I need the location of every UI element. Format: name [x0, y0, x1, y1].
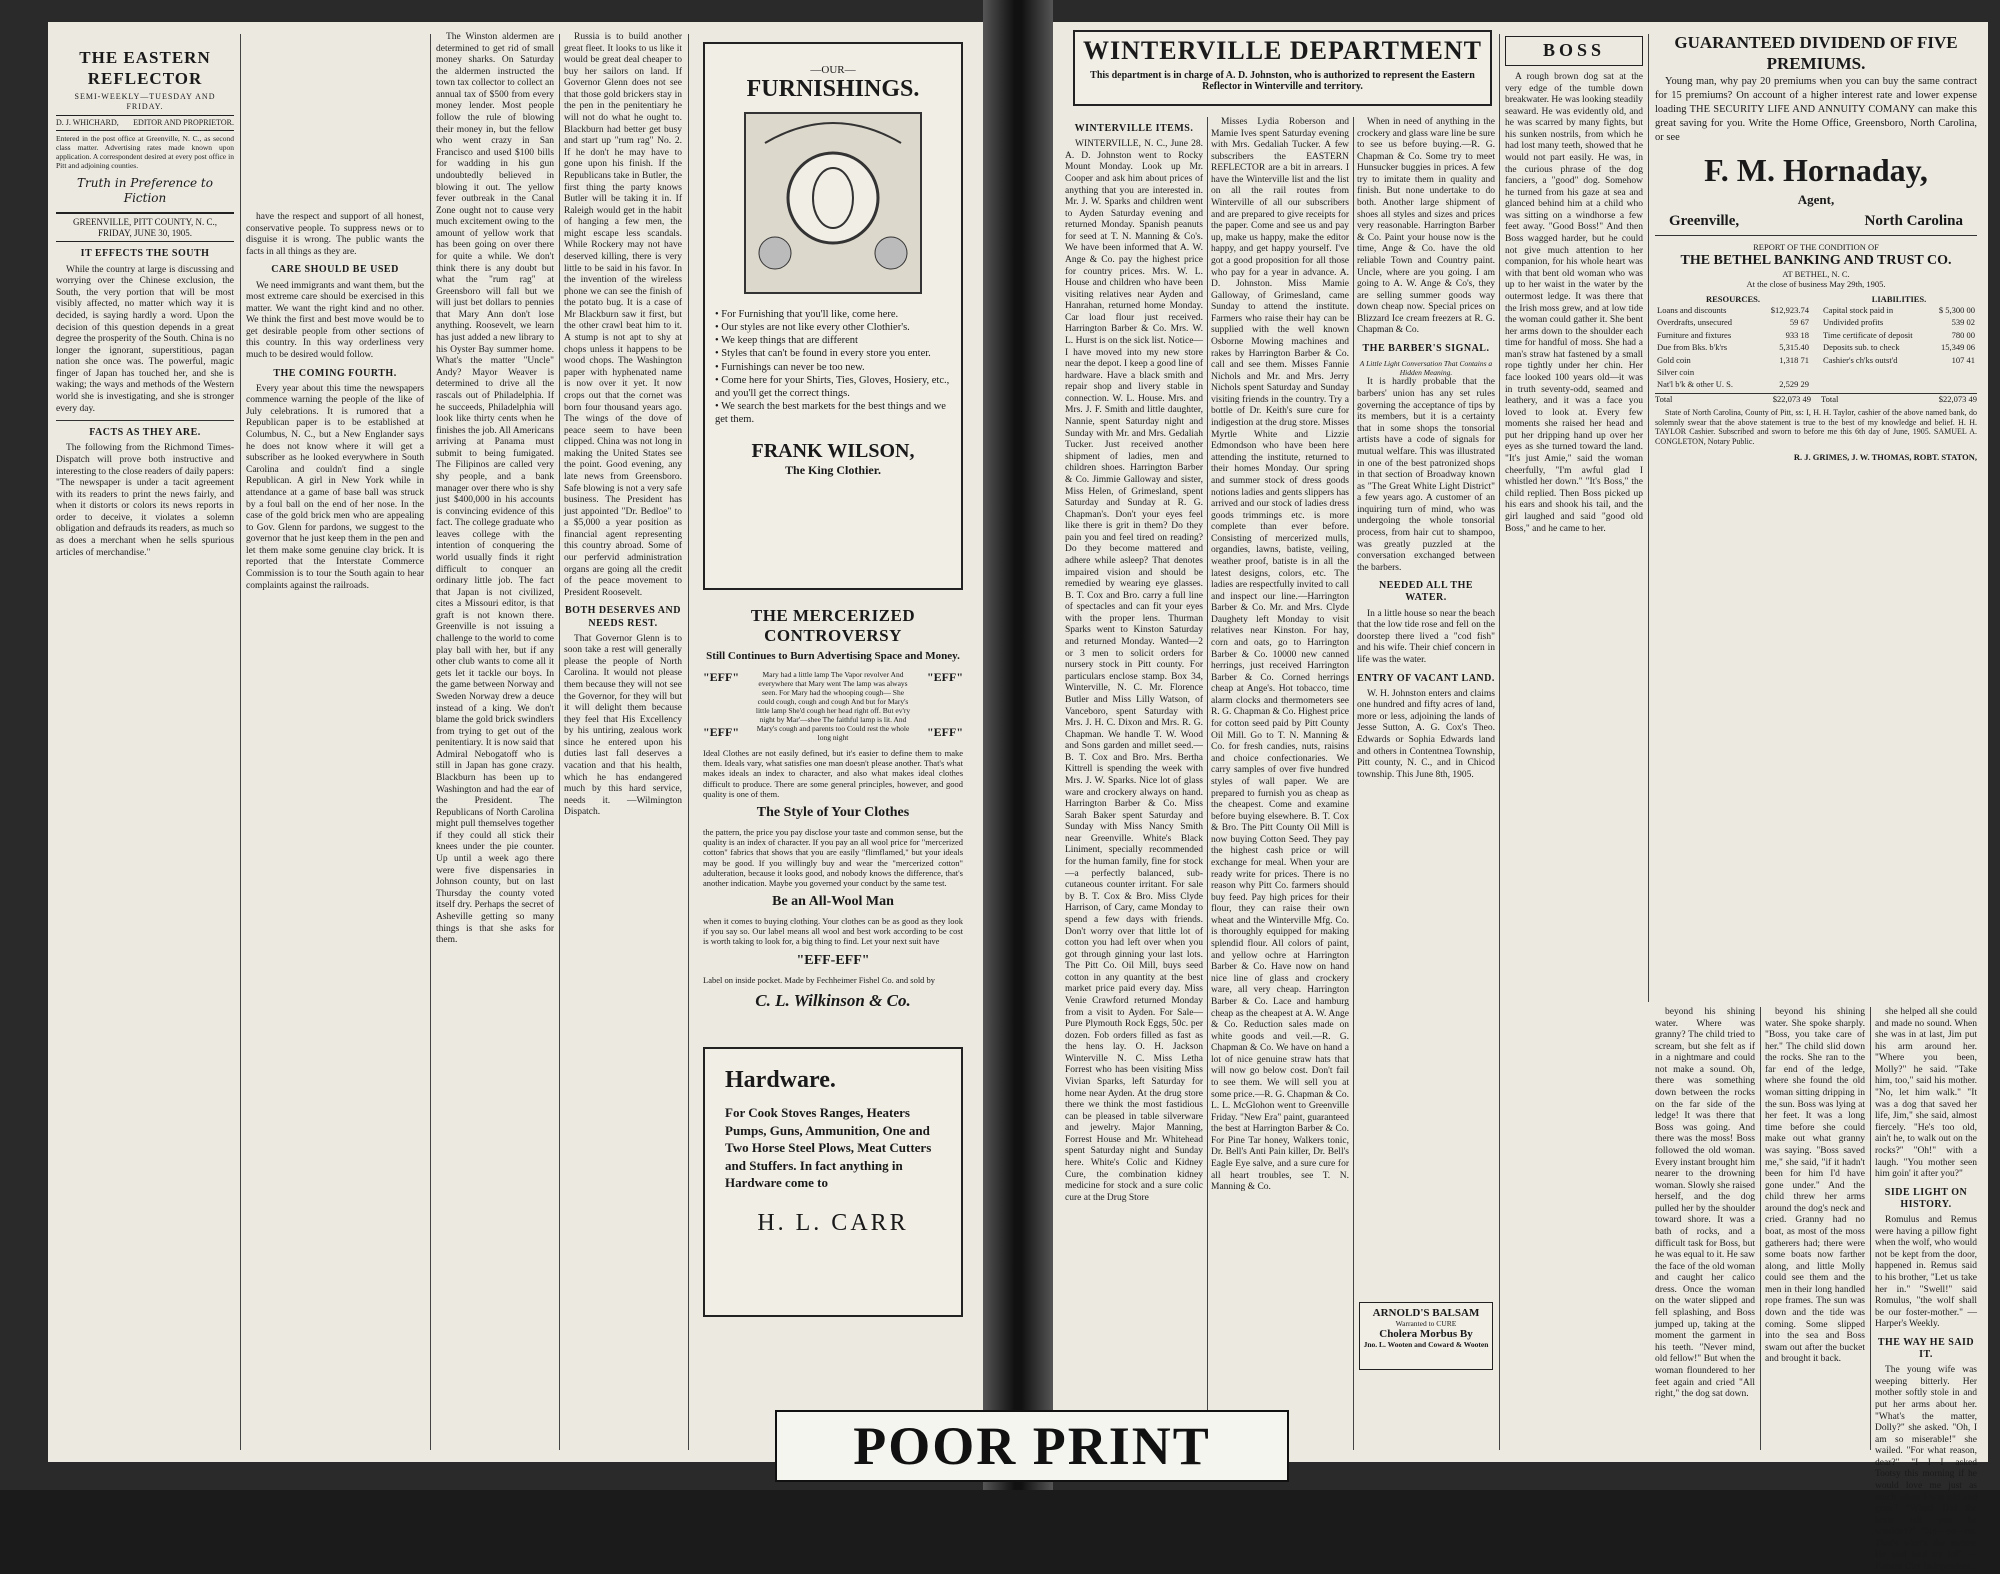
column-divider	[1870, 1007, 1871, 1450]
ad-bullet-list	[705, 308, 961, 426]
ad-heading: The Style of Your Clothes	[756, 804, 910, 820]
total-resources: $22,073 49	[1772, 393, 1811, 404]
bank-place: AT BETHEL, N. C.	[1782, 268, 1850, 279]
statement-item: Silver coin	[1657, 366, 1695, 377]
winterville-header	[1073, 30, 1492, 106]
article-heading: BOTH DESERVES AND NEEDS REST.	[565, 605, 681, 629]
ad-subtitle: Still Continues to Burn Advertising Space and Money.	[706, 650, 960, 662]
statement-row	[1821, 304, 1977, 316]
article-body: Romulus and Remus were having a pillow fight when the wolf, who would not be kept from the door, happened in. Remus said to his brother, "Let us take her in." "Swell!" said Romulus, "the wolf shall be our foster-mother." —Harper's Weekly.	[1875, 1215, 1977, 1330]
statement-amount: 780 00	[1951, 329, 1975, 340]
statement-row	[1821, 341, 1977, 353]
column-divider	[1207, 117, 1208, 1450]
article-heading: WINTERVILLE ITEMS.	[1074, 123, 1194, 134]
article-body: Misses Lydia Roberson and Mamie Ives spent Saturday evening with Mrs. Gedaliah Tucker. A few subscribers the EASTERN REFLECTOR are a bit in arrears. I have the Winterville list and the list on all the rail routes from Winterville of all our subscribers and are prepared to give receipts for the paper. Come and see us and pay up, make us happy, make the editor happy, and get happy yourself. I've got a good proposition for all those who pay for a year in advance. A. D. Johnston. Miss Mamie Galloway, of Grimesland, came Sunday to attend the institute. Farmers who raise their hay can be supplied with the well known Osborne Mowing machines and rakes by Harrington Barber & Co. call and see them. Misses Fannie Nichols and Mr. and Mrs. Jerry Nichols spent Saturday and Sunday visiting friends in the country. Try a bottle of Dr. Keith's sure cure for indigestion at the drug store. Misses Myrtle White and Lizzie Edmondson who have been here attending the institute, returned to their homes Monday. Our spring and summer stock of dress goods notions ladies and gents slippers has arrived and our stock of ladies dress goods trimmings etc. is more complete than ever before. Consisting of mercerized mulls, organdies, lawns, batiste, veiling, weather proof, batiste is in all the latest designs, colors, etc. The ladies are respectfully invited to call and inspect our line.—Harrington Barber & Co. Mr. and Mrs. Clyde Daughety left Monday to visit relatives near Kinston. For hay, corn and oats, go to Harrington Barber & Co. 10000 new canned herrings, just received Harrington Barber & Co. Corned herrings cheap at Ange's. Hot tobacco, time alarm clocks and thermometers see R. G. Chapman & Co. Highest price for cotton seed paid by Pitt County Oil Mill. Go to T. N. Manning & Co. for fresh candies, nuts, raisins and choice confectionaries. We carry samples of over five hundred styles of wall paper. We are prepared to furnish you as cheap as the cheapest. Come and examine before buying elsewhere. B. T. Cox & Bro. The Pitt County Oil Mill is now buying Cotton Seed. They pay the highest cash price or will exchange for meal. When your are ready write for prices. There is no reason why Pitt Co. farmers should buy feed. Pay high prices for their flour, they can raise their own wheat and the Winterville Mfg. Co. is thoroughly equipped for making splendid flour. All colors of paint, and yellow ochre at Harrington Barber & Co. Have now on hand nice line of glass and crockery ware, all very cheap. Harrington Barber & Co. Lace and hamburg cheap as the cheapest at A. W. Ange & Co. Reduction sales made on white goods and veil.—R. G. Chapman & Co. We have on hand a lot of nice genuine straw hats that will now go below cost. Don't fail to see them. We will sell you at some price.—R. G. Chapman & Co. L. L. McGlohon went to Greenville Friday. "New Era" paint, guaranteed the best at Harrington Barber & Co. For Pine Tar honey, Walkers tonic, Dr. Bell's Anti Pain killer, Dr. Bell's Eagle Eye salve, and a sure cure for all heart troubles, see T. N. Manning & Co.	[1211, 117, 1349, 1193]
ad-body: when it comes to buying clothing. Your clothes can be as good as they look if you say so. Our label means all wool and best work according to be cost is worth taking to look for, a big thing to find. Let your next suit have	[703, 916, 963, 947]
story-body: beyond his shining water. She spoke sharply. "Boss, you take care of her." The child slid down the rocks. She ran to the far end of the ledge, where she found the old woman sitting dripping in the sun. Boss was lying at her feet. It was a long time before she could make out what granny was saying. "Boss saved me," she said, "if it hadn't been for him I'd have gone under." And the child threw her arms around the dog's neck and cried. Granny had no boat, as most of the moss gatherers had; there were some boats now farther along, and little Molly could see them and the men in their long handled rope frames. The sun was down and the tide was coming. Some slipped into the sea and Boss swam out after the bucket and brought it back.	[1765, 1007, 1865, 1365]
article-body: Every year about this time the newspapers commence warning the people of the like of July celebrations. It is rumored that a Republican paper is to be established at Columbus, N. C., but a New Englander says he does not know where it will get a subscriber as he looked everywhere in South Carolina and couldn't find a single Republican. A girl in New York while in attendance at a game of base ball was struck by a foul ball on the end of her nose. In the case of the gold brick men who are appealing to Gov. Glenn for pardons, we suggest to the governor that he just keep them in the pen and let them make some genuine clay brick. It is reported that the Interstate Commerce Commission is to tour the South again to hear complaints against the railroads.	[246, 383, 424, 591]
statement-item: Deposits sub. to check	[1823, 342, 1900, 353]
statement-amount: 59 67	[1789, 317, 1809, 328]
article-body: In a little house so near the beach that the low tide rose and fell on the doorstep there lived a "cod fish" and his wife. Their chief concern in life was the water.	[1357, 608, 1495, 665]
insurance-heading: GUARANTEED DIVIDEND OF FIVE PREMIUMS.	[1674, 33, 1958, 74]
column-divider	[1648, 34, 1649, 1002]
resources-table	[1655, 304, 1811, 391]
dateline: GREENVILLE, PITT COUNTY, N. C., FRIDAY, JUNE 30, 1905.	[56, 212, 234, 243]
ad-poem: Mary had a little lamp The Vapor revolver And everywhere that Mary went The lamp was always seen. For Mary had the whooping cough— She could cough, cough and cough And but for Mary's little lamp She'd cough her head right off. But ev'ry night by Mar'—shee The faithful lamp is lit. And Mary's cough and parents too Could rest the whole long night	[755, 670, 911, 742]
statement-item: Due from Bks. b'k'rs	[1657, 342, 1728, 353]
ad-body: Ideal Clothes are not easily defined, but it's easier to define them to make them. Ideals vary, what satisfies one man doesn't please another. That's what makes ideals an index to character, and also what makes ideal clothes difficult to produce. There are some general principles, however, and good quality is one of them.	[703, 748, 963, 799]
story-body: beyond his shining water. Where was granny? The child tried to scream, but she felt as if in a nightmare and could not make a sound. Oh, there was something down between the rocks on the far side of the ledge! It was there that Boss was going. And there was the moss! Boss followed the old woman. Every instant brought him nearer to the drowning woman. Slowly she raised herself, and the dog pulled her by the shoulder toward shore. It was a bath of rocks, and a difficult task for Boss, but he was equal to it. He saw the face of the old woman and caught her calico dress. Once the woman on the water slipped and fell splashing, and Boss jumped up, taking at the moment the garment in his teeth. "Never mind, old fellow!" But when the woman floundered to her feet again and cried "All right," the dog sat down.	[1655, 1007, 1755, 1400]
right-column-2	[1211, 117, 1349, 1452]
article-heading: NEEDED ALL THE WATER.	[1378, 580, 1474, 604]
agent-name: F. M. Hornaday,	[1704, 152, 1928, 189]
article-heading: ENTRY OF VACANT LAND.	[1357, 672, 1495, 684]
article-heading: CARE SHOULD BE USED	[271, 264, 399, 276]
total-label: Total	[1821, 393, 1839, 404]
ad-sellers: Jno. L. Wooten and Coward & Wooten	[1363, 1340, 1489, 1349]
article-heading: THE WAY HE SAID IT.	[1877, 1336, 1975, 1361]
article-body: That Governor Glenn is to soon take a rest will generally please the people of North Carolina. It would not please them because they will not see the Governor, for they will but it will delight them because they feel that His Excellency by his untiring, zealous work since he entered upon his duties last fall deserves a vacation and that his health, which he has endangered much by this hard service, needs it. —Wilmington Dispatch.	[564, 633, 682, 818]
left-column-3	[436, 32, 554, 1452]
masthead-subtitle: SEMI-WEEKLY—TUESDAY AND FRIDAY.	[74, 92, 216, 112]
winterville-title: WINTERVILLE DEPARTMENT	[1083, 36, 1482, 65]
page-gutter	[983, 0, 1053, 1490]
ad-body: For Cook Stoves Ranges, Heaters Pumps, Guns, Ammunition, One and Two Horse Steel Plows, Meat Cutters and Stuffers. In fact anything in Hardware come to	[725, 1105, 932, 1191]
bank-attestation: State of North Carolina, County of Pitt, ss: I, H. H. Taylor, cashier of the above named bank, do solemnly swear that the above statement is true to the best of my knowledge and belief. H. H. TAYLOR Cashier. Subscribed and sworn to before me this 6th day of June, 1905. SAMUEL A. CONGLETON, Notary Public.	[1655, 407, 1977, 447]
masthead-title: THE EASTERN REFLECTOR	[79, 48, 211, 88]
statement-amount: 539 02	[1951, 317, 1975, 328]
article-body: WINTERVILLE, N. C., June 28. A. D. Johnston went to Rocky Mount Monday. Look up Mr. Cooper and ask him about prices of anything that you are interested in. Mr. J. W. Sparks and children went to Ayden Saturday evening and returned Monday. Spanish peanuts for seed at T. N. Manning & Co's. We have been informed that A. W. Ange & Co. pay the highest price for country prices. Mrs. W. L. House and children who have been visiting relatives near Ayden and Hanrahan, returned home Monday. Car load flour just received. Harrington Barber & Co. Mrs. W. L. Hurst is on the sick list. Notice—I have moved into my new store near the depot. I keep a good line of hardware. Have a black smith and repair shop and livery stable in connection. W. L. House. Mrs. and Mrs. J. F. Smith and little daughter, Nannie, spent Saturday night and Sunday with Mr. and Mrs. Gedaliah Tucker. Just received another shipment of ladies, men and children shoes. Harrington Barber & Co. Jimmie Galloway and sister, Miss Helen, of Grimesland, spent Saturday and Sunday at R. G. Chapman's. Don't your eyes feel like there is grit in them? Do they pain you and feel tired on reading? Do they become mattered and adhere while asleep? That denotes impaired vision and should be remedied by wearing eye glasses. B. T. Cox and Bro. carry a full line of spectacles and can fit your eyes with the proper lens. Thurman Sparks went to Kinston Saturday and returned Monday. Wanted—2 or 3 men to solicit orders for nursery stock in Pitt county. For particulars enclose stamp. Box 34, Winterville, N. C. Mr. Florence Butler and Miss Lilly Watson, of Vanceboro, spent Saturday with Mrs. J. H. C. Dixon and Mrs. R. G. Chapman. We handle T. W. Wood and Sons garden and millet seed.—B. T. Cox and Bro. Mrs. Bertha Kittrell is spending the week with Mrs. J. W. Sparks. Nice lot of glass ware and crockery always on hand. Harrington Barber & Co. Miss Sarah Baker spent Saturday and Sunday with Miss Nancy Smith near Greenville. White's Black Liniment, specially recommended for the human family, fine for stock—a perfectly balanced, sub-cutaneous counter irritant. For sale by B. T. Cox & Bro. Miss Clyde Harrison, of Cary, came Monday to spend a few days with friends. Don't worry over that little lot of cotton you had left over when you got through ginning your last lots. The Pitt Co. Oil Mill, buys seed cotton in any quantity at the best market price paid every day. Miss Venie Crawford returned Monday from a visit to Ayden. For Sale—Pure Plymouth Rock Eggs, 50c. per dozen. Fob orders filled as fast as the hens lay. O. H. Jackson Winterville N. C. Miss Letha Forrest who has been visiting Miss Vivian Sparks, left Saturday for home near Ayden. At the drug store there we think the most fastidious can be pleased in table silverware and jewelry. Major Manning, Forrest House and Mr. Whitehead spent Saturday night and Sunday here. White's Colic and Kidney Cure, the combination kidney medicine for stock and a sure colic cure at the Drug Store	[1065, 139, 1203, 1203]
agent-city: Greenville,	[1669, 213, 1740, 230]
entry-note: Entered in the post office at Greenville, N. C., as second class matter. Advertising rates made known upon application. A correspondent desired at every post office in Pitt and adjoining counties.	[56, 133, 234, 171]
statement-row	[1655, 316, 1811, 328]
statement-row	[1655, 366, 1811, 378]
editor-role: EDITOR AND PROPRIETOR.	[133, 117, 234, 127]
statement-item: Nat'l b'k & other U. S.	[1657, 379, 1734, 390]
statement-amount: $ 5,300 00	[1938, 305, 1975, 316]
statement-row	[1655, 329, 1811, 341]
liabilities-table	[1821, 304, 1977, 366]
ad-top-label: —OUR—	[810, 64, 856, 76]
statement-row	[1821, 329, 1977, 341]
ad-heading: Be an All-Wool Man	[772, 894, 894, 910]
lower-column-a	[1655, 1007, 1755, 1452]
column-divider	[1760, 1007, 1761, 1450]
ad-merchant-sub: The King Clothier.	[785, 463, 881, 478]
ad-bullet: • We keep things that are different	[715, 335, 858, 347]
statement-item: Furniture and fixtures	[1657, 329, 1732, 340]
right-page	[1053, 22, 1988, 1573]
bank-statement	[1655, 294, 1977, 391]
ad-subtitle: Warranted to CURE	[1395, 1319, 1457, 1328]
column-divider	[688, 34, 689, 1450]
article-heading: THE COMING FOURTH.	[273, 367, 397, 379]
furnishings-ad	[703, 42, 963, 590]
article-body: When in need of anything in the crockery and glass ware line be sure to see us before buying.—R. G. Chapman & Co. Some try to meet Hunsucker buggies in prices. A few try to imitate them in quality and finish. But none undertake to do both. Another large shipment of shoes all styles and sizes and prices very reasonable. Harrington Barber & Co. Paint your house now is the time, Ange & Co. have the old reliable Town and Country paint. Uncle, where are you going. I am going to A. W. Ange & Co's, they are selling summer goods way down cheap now. Special prices on Blizzard Ice cream freezers at R. G. Chapman & Co.	[1357, 117, 1495, 336]
eff-eff-label: "EFF-EFF"	[796, 952, 870, 968]
article-body: It is hardly probable that the barbers' union has any set rules governing the acceptance of tips by its members, but it is a certainty that in some shops the tonsorial artists have a code of signals for mutual welfare. This was illustrated in one of the best patronized shops in that section of Broadway known as "The Great White Light District" a few years ago. A customer of an inquiring turn of mind, who was undergoing the whole tonsorial process, from hair cut to shampoo, was greatly puzzled at the conversation exchanged between the barbers.	[1357, 377, 1495, 573]
ad-title: FURNISHINGS.	[746, 76, 920, 102]
statement-row	[1821, 316, 1977, 328]
statement-row	[1655, 341, 1811, 353]
statement-item: Undivided profits	[1823, 317, 1884, 328]
article-heading: FACTS AS THEY ARE.	[89, 427, 201, 439]
article-body: The Winston aldermen are determined to get rid of small money sharks. On Saturday the aldermen instructed the town tax collector to collect an annual tax of $500 from every money lender. Most people follow the rule of blowing their money in, but the fellow who went crazy in San Francisco and used $100 bills for wadding in his gun undoubtedly believed in blowing it out. The yellow fever outbreak in the Canal Zone ought not to cause very much excitement owing to the amount of yellow work that has been going on over there for quite a while. We don't think there is any doubt but what the "rum rag" at Greensboro will fall but we will just bet dollars to pennies that Mary Ann don't lose anything. Roosevelt, we learn has just added a new library to his Oyster Bay summer home. What's the matter "Uncle" Andy? Mayor Weaver is determined to drive all the rascals out of Philadelphia. If he succeeds, Philadelphia will look like thirty cents when he finishes the job. All Americans arriving at Panama must submit to being fumigated. The Filipinos are called very shy people, and a bank manager over there who is shy just $400,000 in his accounts is convincing evidence of this fact. The college graduate who leaves college with the intention of conquering the world usually finds it right difficult to conquer an ordinary little job. The fact that Japan is not civilized, cites a Missouri editor, is that graft is not known there. Greenville is not issuing a challenge to the world to come play ball with her, but if any other club wants to come all it gets let it tackle our boys. In the game between Norway and Sweden Norway drew a deuce instead of a king. We don't blame the gold brick swindlers from trying to get out of the penitentiary. It is now said that Admiral Nebogatoff who is still in Japan has gone crazy. Blackburn has been up to Washington and had the ear of the President. The Republicans of North Carolina might pull themselves together if they could all stick their knees under the pie counter. Up until a week ago there were five dispensaries in Johnson county, but on last Thursday the county voted itself dry. Perhaps the secret of Asheville getting so many things is that she asks for them.	[436, 32, 554, 946]
column-divider	[240, 34, 241, 1450]
statement-row	[1655, 354, 1811, 366]
right-column-1	[1065, 117, 1203, 1452]
lower-column-b	[1765, 1007, 1865, 1452]
statement-item: Overdrafts, unsecured	[1657, 317, 1733, 328]
statement-amount: 2,529 29	[1779, 379, 1809, 390]
winterville-subtitle: This department is in charge of A. D. Johnston, who is authorized to represent the Eastern Reflector in Winterville and territory.	[1090, 70, 1475, 92]
statement-item: Time certificate of deposit	[1823, 329, 1913, 340]
right-column-4	[1505, 32, 1643, 1002]
column-divider	[430, 34, 431, 1450]
eff-label: "EFF"	[703, 670, 739, 684]
furnishings-illustration-icon	[705, 103, 961, 303]
statement-item: Cashier's ch'ks outst'd	[1823, 354, 1898, 365]
statement-amount: 107 41	[1951, 354, 1975, 365]
ad-merchant: FRANK WILSON,	[751, 440, 915, 463]
article-subheading: A Little Light Conversation That Contains a Hidden Meaning.	[1359, 359, 1493, 378]
article-heading: IT EFFECTS THE SOUTH	[80, 248, 210, 260]
ad-title: ARNOLD'S BALSAM	[1372, 1307, 1480, 1319]
insurance-body: Young man, why pay 20 premiums when you can buy the same contract for 15 premiums? On account of a higher interest rate and lower expense loading THE SECURITY LIFE AND ANNUITY COMANY can make this great saving for you. Write the Home Office, Greensboro, North Carolina, or see	[1655, 75, 1977, 144]
total-liabilities: $22,073 49	[1938, 393, 1977, 404]
article-body: The young wife was weeping bitterly. Her mother softly stole in and put her arms about her. "What's the matter, Dolly?" she asked. "Oh, I am so miserable!" she wailed. "For what reason, dear?" "I—I—I asked Tootsy this morning if he would love me just as much when I was old and gray." "What! Did the brute tell you he wouldn't?" "No—no—no. That's what's the matter. He said he'd try to!" —Kansas City Independent.	[1875, 1365, 1977, 1573]
statement-amount	[1757, 366, 1811, 378]
ad-title: THE MERCERIZED CONTROVERSY	[750, 606, 916, 645]
ad-title: Hardware.	[725, 1067, 836, 1093]
ad-merchant: C. L. Wilkinson & Co.	[755, 990, 911, 1010]
article-body: We need immigrants and want them, but the most extreme care should be exercised in this matter. We want the right kind and no other. We think the first and best move would be to get desirable people from other sections of this country. In this way orderliness very much to be desired would follow.	[246, 280, 424, 360]
statement-item: Loans and discounts	[1657, 305, 1727, 316]
statement-item: Gold coin	[1657, 354, 1691, 365]
statement-row	[1655, 378, 1811, 390]
statement-row	[1655, 304, 1811, 316]
right-column-5	[1655, 32, 1977, 992]
bank-date: At the close of business May 29th, 1905.	[1746, 279, 1886, 290]
statement-amount: 933 18	[1785, 329, 1809, 340]
right-column-3	[1357, 117, 1495, 1352]
ad-merchant: H. L. CARR	[757, 1209, 909, 1236]
article-body: W. H. Johnston enters and claims one hundred and fifty acres of land, more or less, adjoining the lands of Jesse Sutton, A. G. Cox's Theo. Edwards or Sophia Edwards land and others in Contentnea Township, Pitt county, N. C., and in Chicod township. This June 8th, 1905.	[1357, 688, 1495, 780]
ad-bullet: • We search the best markets for the best things and we get them.	[715, 400, 946, 425]
story-title: BOSS	[1505, 36, 1643, 66]
bank-totals	[1655, 393, 1977, 404]
article-heading: SIDE LIGHT ON HISTORY.	[1884, 1186, 1968, 1210]
article-body: The following from the Richmond Times-Dispatch will prove both instructive and interesting to the close readers of daily papers: "The newspaper is under a tacit agreement with its readers to print the news fairly, and when it distorts or colors its news reports in order to deceive, it violates a solemn obligation and defrauds its readers, as much so as does a merchant when he sells spurious articles of merchandise."	[56, 443, 234, 558]
bank-name: THE BETHEL BANKING AND TRUST CO.	[1680, 252, 1952, 268]
article-body: have the respect and support of all honest, conservative people. To suppress news or to disguise it is wrong. The public wants the facts in all things as they are.	[246, 212, 424, 257]
agent-state: North Carolina	[1864, 213, 1963, 230]
statement-amount: 15,349 06	[1941, 342, 1975, 353]
statement-item: Capital stock paid in	[1823, 305, 1894, 316]
ad-body: the pattern, the price you pay disclose your taste and common sense, but the quality is an index of character. If you pay an all wool price for "mercerized cotton" fabrics that shows that you are easily "flimflamed," but your ideals may be good. If you willingly buy and wear the "mercerized cotton" adulteration, because it looks good, and nobody knows the difference, that's another indication. Maybe you governed your conduct by the same test.	[703, 826, 963, 888]
total-label: Total	[1655, 393, 1673, 404]
left-column-1	[56, 32, 234, 1452]
story-body: A rough brown dog sat at the very edge of the tumble down breakwater. He was looking steadily seaward. He was evidently old, and he was scarred by many fights, but his sunken nostrils, from which he had lost many teeth, showed that he would not part easily. He was, in the curious phrase of the dog fanciers, a "good" dog. Somehow he turned from his gaze at sea and glanced behind him at a child who was sitting on a windhorse a few feet away. "Good Boss!" And then Boss wagged harder, but he could not give much attention to her companion, for his whole heart was with that bent old woman who was up to her waist in the water by the outermost ledge. It was there that the Irish moss grew, and at low tide the woman could gather it. She bent her arms down to the shoulder each time for handful of moss. She had a man's straw hat fastened by a small rope tightly under her chin. Her face looked 100 years old—it was in truth seventy-odd, seamed and leathery, and it was a face you loved to look at. Every few moments she raised her head and put her dripping hand up over her eyes as she turned toward the land. "It's just Amie," said the woman cheerfully, "I'm awful glad I whistled her down." "It's Boss," the child replied. Then Boss picked up his ears and shook his tail, and the girl laughed and said "good old Boss," and he came to her.	[1505, 71, 1643, 534]
eff-label: "EFF"	[703, 725, 739, 739]
statement-amount: $12,923.74	[1770, 305, 1809, 316]
left-page	[48, 22, 983, 1462]
column-divider	[1499, 34, 1500, 1450]
statement-amount: 5,315.40	[1779, 342, 1809, 353]
ad-bullet: • Our styles are not like every other Clothier's.	[715, 322, 910, 334]
divider	[56, 420, 234, 421]
statement-amount: 1,318 71	[1779, 354, 1809, 365]
mercerized-ad	[703, 606, 963, 1026]
eff-label: "EFF"	[927, 725, 963, 739]
hardware-ad	[703, 1047, 963, 1317]
agent-role: Agent,	[1797, 192, 1835, 208]
arnolds-balsam-ad	[1359, 1302, 1493, 1370]
masthead-editor-line	[56, 115, 234, 131]
liabilities-heading: LIABILITIES.	[1871, 293, 1927, 304]
column-divider	[1353, 117, 1354, 1450]
ad-bullet: • Come here for your Shirts, Ties, Gloves, Hosiery, etc., and you'll get the correct things.	[715, 374, 950, 399]
lower-column-c	[1875, 1007, 1977, 1573]
ad-label-note: Label on inside pocket. Made by Fechheimer Fishel Co. and sold by	[703, 974, 936, 985]
left-column-2	[246, 212, 424, 1452]
masthead-motto: Truth in Preference to Fiction	[77, 176, 213, 205]
article-body: While the country at large is discussing and worrying over the Chinese exclusion, the South, the very portion that will be most visibly affected, no matter which way it is decided, is saying hardly a word. Upon the decision of this question depends in a great degree the prosperity of the South. China is no longer the ignorant, superstitious, pagan nation she once was. The powerful, magic finger of Japan has touched her, and she is waking; the ways and methods of the Western world she is investigating, and she is stronger every day.	[56, 264, 234, 414]
column-divider	[559, 34, 560, 1450]
ad-bullet: • For Furnishing that you'll like, come here.	[715, 309, 899, 320]
story-body: she helped all she could and made no sound. When she was in at last, Jim put his arm around her. "Where you been, Molly?" he said. "Take him, too," said his mother. "No, let him walk." "It was a dog that saved her life, Jim," she said, almost fiercely. "He's too old, ain't he, to walk out on the rocks?" "Oh!" with a laugh. "You mother seen him goin' it after you?"	[1875, 1007, 1977, 1180]
ad-bullet: • Furnishings can never be too new.	[715, 361, 865, 373]
statement-row	[1821, 354, 1977, 366]
article-heading: THE BARBER'S SIGNAL.	[1362, 342, 1490, 354]
poor-print-stamp: POOR PRINT	[775, 1410, 1289, 1482]
article-body: Russia is to build another great fleet. It looks to us like it would be great deal cheaper to buy her sailors on land. If Governor Glenn does not see that those gold brickers stay in the pen in the penitentiary he will not do what he ought to. Blackburn had better get busy and start up "rum rag" No. 2. If he don't he may have to gone upon his finish. If the Republicans take in Butler, the first thing the party knows Butler will be taking it in. If Raleigh would get in the habit of hanging a few men, the might escape less scandals. While Rockery may not have deserved killing, there is very little to be said in his favor. In the invention of the wireless phone we can see the finish of the potato bug. It is a case of Mr Blackburn saw it first, but the other crawl beat him to it. A stump is not apt to shy at chops unless it happens to be wood chops. The Washington paper with hyphenated name is now over it yet. It now crops out that the cornet was born four thousand years ago. The wings of the dove of peace seem to have been clipped. China was not long in making the United States see the point. Good evening, any late news from Greensboro. Safe blowing is not a very safe business. The President has just appointed "Dr. Bedloe" to a $5,000 a year position as financial agent representing this country abroad. Some of our perfervid administration organs are going all the credit of the peace movement to President Roosevelt.	[564, 32, 682, 598]
bank-directors: R. J. GRIMES, J. W. THOMAS, ROBT. STATON,	[1793, 451, 1977, 462]
eff-label: "EFF"	[927, 670, 963, 684]
bank-report-label: REPORT OF THE CONDITION OF	[1753, 241, 1879, 252]
ad-body: Cholera Morbus By	[1379, 1328, 1473, 1340]
ad-bullet: • Styles that can't be found in every store you enter.	[715, 348, 931, 360]
agent-location	[1655, 208, 1977, 235]
resources-heading: RESOURCES.	[1705, 293, 1761, 304]
editor-name: D. J. WHICHARD,	[56, 117, 119, 127]
left-column-4	[564, 32, 682, 1452]
